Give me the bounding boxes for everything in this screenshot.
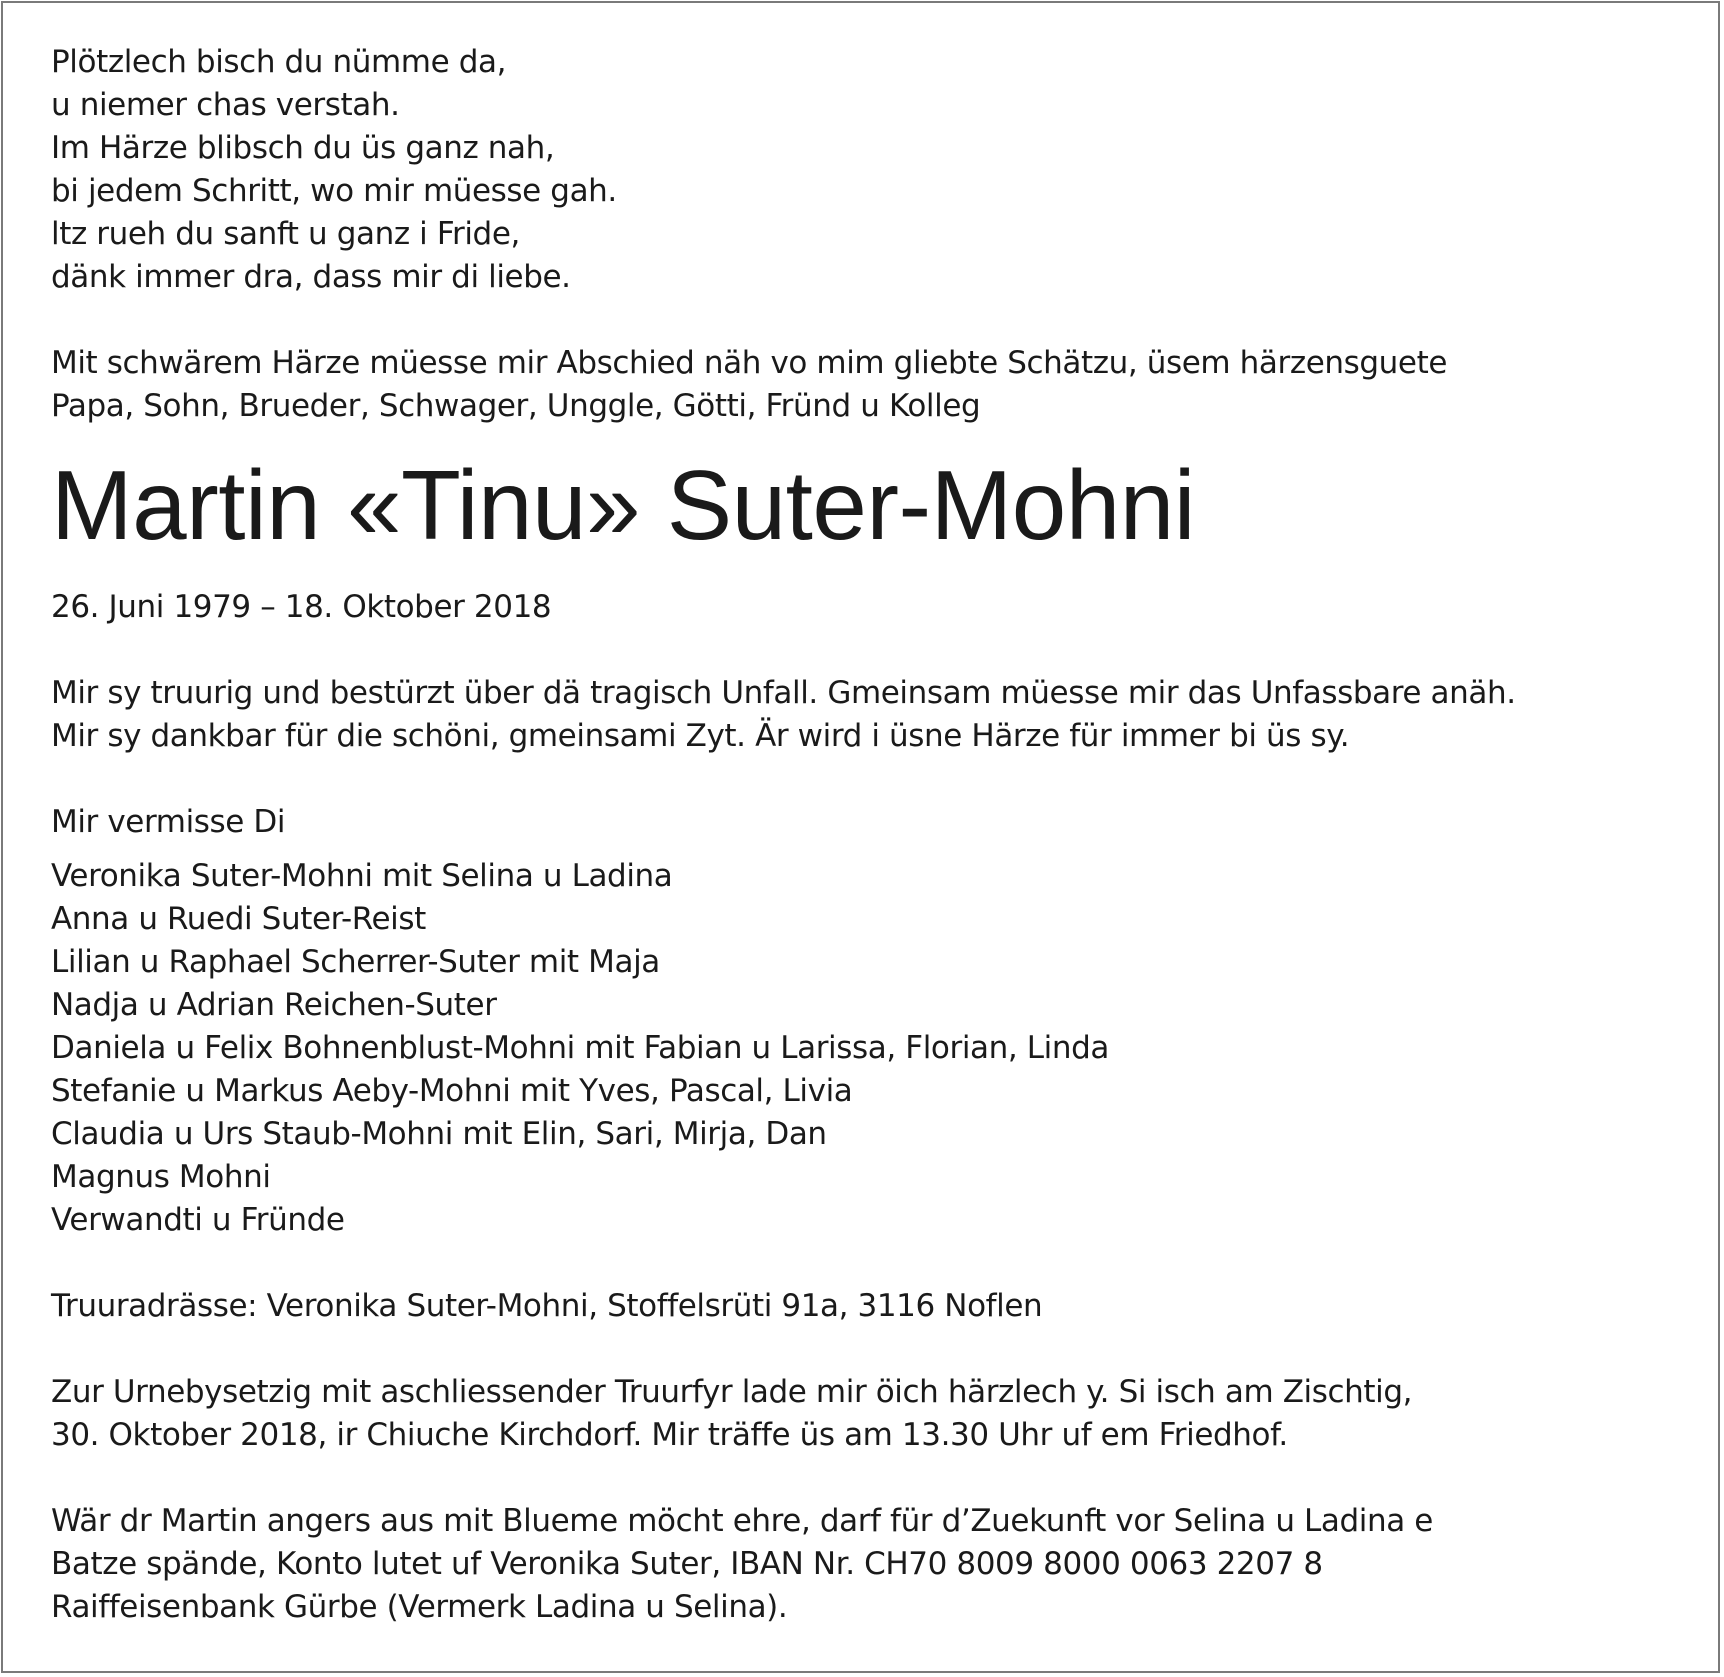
message-line: Mir sy dankbar für die schöni, gmeinsami Zyt. Är wird i üsne Härze für immer bi üs sy. (51, 718, 1350, 754)
mourner-item: Claudia u Urs Staub-Mohni mit Elin, Sari, Mirja, Dan (51, 1116, 827, 1152)
spacer (51, 1328, 1691, 1371)
mourner-item: Verwandti u Fründe (51, 1202, 345, 1238)
intro-line: Mit schwärem Härze müesse mir Abschied näh vo mim gliebte Schätzu, üsem härzensguete (51, 345, 1448, 381)
donation-paragraph (51, 1500, 1691, 1629)
mourner-item: Magnus Mohni (51, 1159, 271, 1195)
mourner-item: Nadja u Adrian Reichen-Suter (51, 987, 497, 1023)
spacer (51, 1457, 1691, 1500)
message-paragraph (51, 672, 1691, 758)
poem-line: Plötzlech bisch du nümme da, (51, 44, 507, 80)
mourners-list (51, 855, 1691, 1242)
spacer (51, 299, 1691, 342)
spacer (51, 758, 1691, 801)
spacer (51, 1242, 1691, 1285)
obituary-frame (1, 1, 1720, 1673)
poem-line: ltz rueh du sanft u ganz i Fride, (51, 216, 520, 252)
ceremony-line: 30. Oktober 2018, ir Chiuche Kirchdorf. Mir träffe üs am 13.30 Uhr uf em Friedhof. (51, 1417, 1288, 1453)
poem-line: Im Härze blibsch du üs ganz nah, (51, 130, 555, 166)
donation-line: Wär dr Martin angers aus mit Blueme möcht ehre, darf für d’Zuekunft vor Selina u Ladina e (51, 1503, 1433, 1539)
mourning-address: Truuradrässe: Veronika Suter-Mohni, Stoffelsrüti 91a, 3116 Noflen (51, 1288, 1043, 1324)
poem-line: dänk immer dra, dass mir di liebe. (51, 259, 571, 295)
spacer (51, 629, 1691, 672)
obituary-content (51, 41, 1691, 1629)
message-line: Mir sy truurig und bestürzt über dä tragisch Unfall. Gmeinsam müesse mir das Unfassbare anäh. (51, 675, 1516, 711)
ceremony-line: Zur Urnebysetzig mit aschliessender Truurfyr lade mir öich härzlech y. Si isch am Zischtig, (51, 1374, 1413, 1410)
poem-line: bi jedem Schritt, wo mir müesse gah. (51, 173, 617, 209)
life-dates: 26. Juni 1979 – 18. Oktober 2018 (51, 589, 552, 625)
mourners-heading: Mir vermisse Di (51, 804, 286, 840)
deceased-name: Martin «Tinu» Suter-Mohni (51, 450, 1196, 560)
ceremony-paragraph (51, 1371, 1691, 1457)
intro-line: Papa, Sohn, Brueder, Schwager, Unggle, Götti, Fründ u Kolleg (51, 388, 981, 424)
poem-line: u niemer chas verstah. (51, 87, 400, 123)
mourner-item: Veronika Suter-Mohni mit Selina u Ladina (51, 858, 673, 894)
donation-line: Raiffeisenbank Gürbe (Vermerk Ladina u Selina). (51, 1589, 788, 1625)
mourner-item: Stefanie u Markus Aeby-Mohni mit Yves, Pascal, Livia (51, 1073, 853, 1109)
intro-paragraph (51, 342, 1691, 428)
mourner-item: Anna u Ruedi Suter-Reist (51, 901, 426, 937)
donation-line: Batze spände, Konto lutet uf Veronika Suter, IBAN Nr. CH70 8009 8000 0063 2207 8 (51, 1546, 1323, 1582)
poem (51, 41, 1691, 299)
mourner-item: Lilian u Raphael Scherrer-Suter mit Maja (51, 944, 660, 980)
spacer (51, 844, 1691, 855)
mourner-item: Daniela u Felix Bohnenblust-Mohni mit Fabian u Larissa, Florian, Linda (51, 1030, 1109, 1066)
